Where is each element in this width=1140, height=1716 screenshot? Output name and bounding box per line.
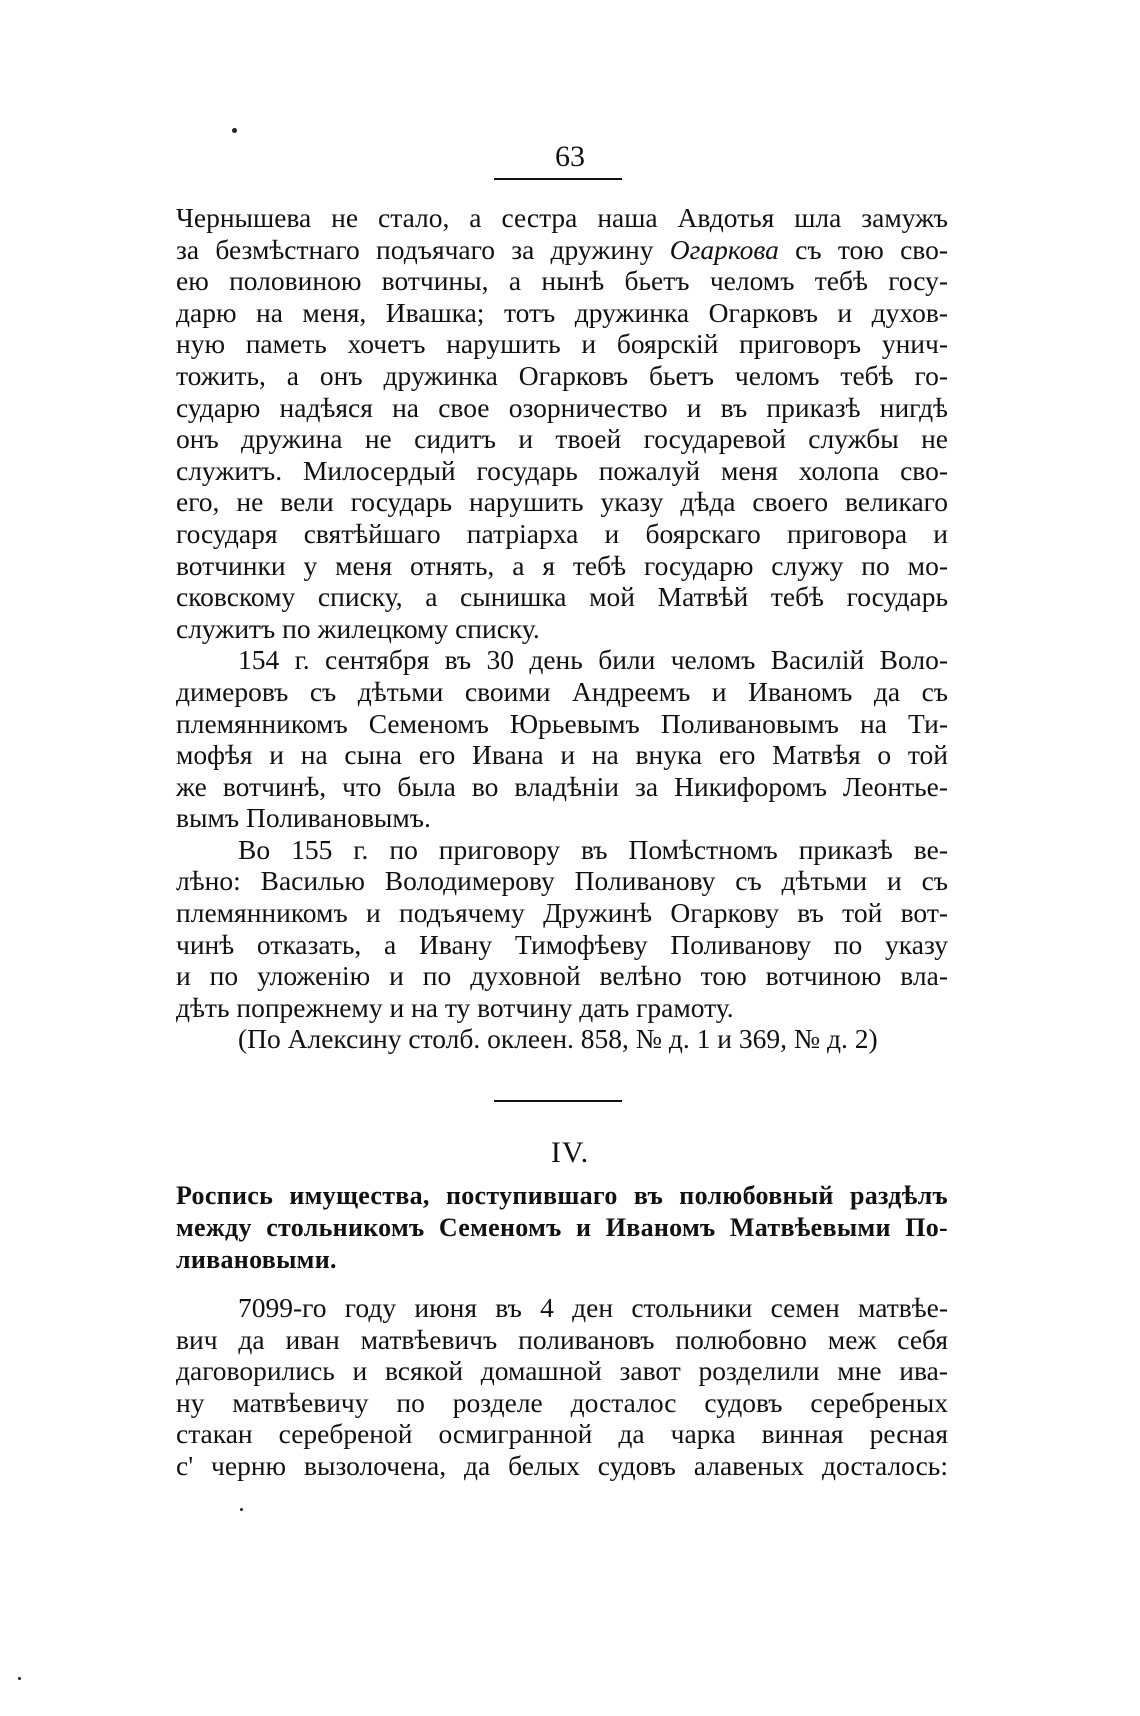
text-line: племянникомъ и подъячему Дружинѣ Огаркову въ той вот- [176, 897, 948, 929]
print-speck [18, 1677, 21, 1680]
text-line: дарю на меня, Ивашка; тотъ дружинка Огарковъ и духов- [176, 296, 948, 328]
italic-name: Огаркова [669, 233, 779, 265]
text-line: вотчинки у меня отнять, а я тебѣ государю служу по мо- [176, 549, 948, 581]
text-line: ную паметь хочетъ нарушить и боярскій приговоръ унич- [176, 328, 948, 360]
text-line: вымъ Поливановымъ. [176, 802, 431, 834]
text-line: Чернышева не стало, а сестра наша Авдотья шла замужъ [176, 202, 948, 233]
title-line: Роспись имущества, поступившаго въ полюбовный раздѣлъ [176, 1181, 948, 1210]
paragraph-2 [176, 644, 948, 834]
section-number: IV. [550, 1136, 590, 1169]
text-line: служитъ. Милосердый государь пожалуй меня холопа сво- [176, 454, 948, 486]
archive-citation: (По Алексину столб. оклеен. 858, № д. 1 и 369, № д. 2) [238, 1023, 878, 1055]
text-line: Во 155 г. по приговору въ Помѣстномъ приказѣ ве- [238, 833, 948, 865]
text-line: дѣть попрежнему и на ту вотчину дать грамоту. [176, 991, 734, 1023]
text-line: 154 г. сентября въ 30 день били челомъ Василій Воло- [238, 644, 948, 676]
text-line: сковскому списку, а сынишка мой Матвѣй тебѣ государь [176, 581, 948, 613]
text-line: и по уложенію и по духовной велѣно тою вотчиною вла- [176, 960, 948, 992]
text-line: лѣно: Василью Володимерову Поливанову съ дѣтьми и съ [176, 865, 948, 897]
paragraph-3 [176, 834, 948, 1024]
text-line: ею половиною вотчины, а нынѣ бьетъ челомъ тебѣ госу- [176, 265, 948, 297]
text-line: его, не вели государь нарушить указу дѣда своего великаго [176, 486, 948, 518]
text-line: мофѣя и на сына его Ивана и на внука его Матвѣя о той [176, 739, 948, 771]
print-speck [240, 1508, 243, 1511]
text-line: стакан серебреной осмигранной да чарка винная ресная [176, 1418, 948, 1450]
text-line: чинѣ отказать, а Ивану Тимофѣеву Поливанову по указу [176, 928, 948, 960]
paragraph-1 [176, 202, 948, 644]
print-speck [232, 128, 237, 133]
text-line: с' черню вызолочена, да белых судовъ алавеных досталось: [176, 1449, 948, 1481]
text-line-with-italic: за безмѣстнаго подъячаго за дружину Огаркова съ тою сво- [176, 233, 948, 265]
document-text [176, 1292, 948, 1482]
title-line: ливановыми. [176, 1245, 337, 1274]
text-line: даговорились и всякой домашной завот розделили мне ива- [176, 1355, 948, 1387]
text-line: сударю надѣяся на свое озорничество и въ приказѣ нигдѣ [176, 391, 948, 423]
section-divider [494, 1100, 622, 1102]
page-number: 63 [555, 140, 585, 173]
title-line: между стольникомъ Семеномъ и Иваномъ Матвѣевыми По- [176, 1213, 948, 1242]
text-line: 7099-го году июня въ 4 ден стольники семен матвѣе- [238, 1292, 948, 1323]
text-line: племянникомъ Семеномъ Юрьевымъ Поливановымъ на Ти- [176, 707, 948, 739]
text-line: же вотчинѣ, что была во владѣніи за Никифоромъ Леонтье- [176, 770, 948, 802]
text-line: государя святѣйшаго патріарха и боярскаго приговора и [176, 517, 948, 549]
main-text [176, 202, 948, 1055]
text-line: онъ дружина не сидитъ и твоей государевой службы не [176, 423, 948, 455]
text-line: тожить, а онъ дружинка Огарковъ бьетъ челомъ тебѣ го- [176, 359, 948, 391]
text-line: ну матвѣевичу по розделе досталос судовъ серебреных [176, 1386, 948, 1418]
header-rule [494, 178, 622, 180]
text-line: служитъ по жилецкому списку. [176, 612, 540, 644]
text-line: димеровъ съ дѣтьми своими Андреемъ и Иваномъ да съ [176, 675, 948, 707]
section-title [176, 1180, 948, 1276]
text-line: вич да иван матвѣевичъ поливановъ полюбовно меж себя [176, 1323, 948, 1355]
